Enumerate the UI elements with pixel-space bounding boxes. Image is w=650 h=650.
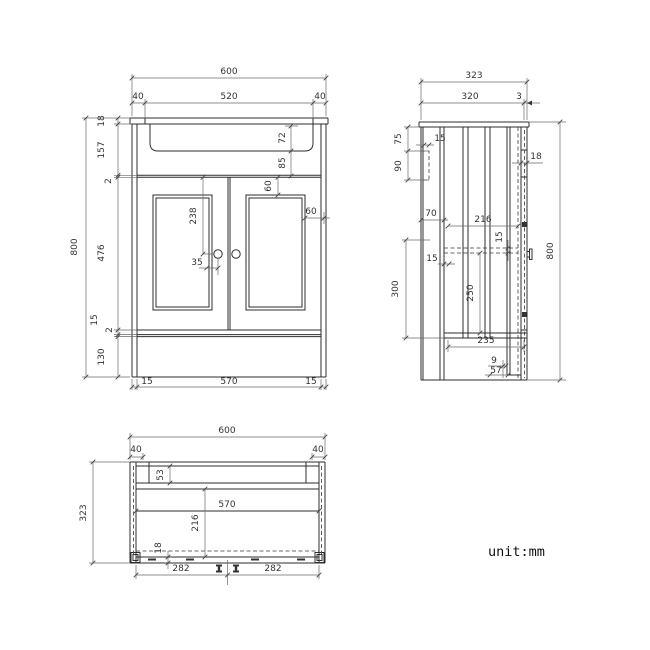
door-panels — [153, 195, 305, 310]
side-dim-hinge-plate: 15 — [434, 134, 446, 144]
front-dim-door-height: 476 — [97, 244, 107, 262]
front-dim-basin-to-door: 85 — [278, 157, 288, 169]
side-dim-shelf-depth: 216 — [474, 215, 492, 225]
unit-label: unit:mm — [488, 544, 545, 560]
front-dim-plinth-height: 130 — [97, 348, 107, 366]
plan-dim-right-corner: 40 — [312, 445, 324, 455]
front-dim-basin-width: 520 — [220, 92, 238, 102]
hinge-symbol-right — [233, 565, 239, 573]
side-dim-back-gap: 3 — [516, 92, 522, 102]
plan-dim-inner-depth: 216 — [191, 514, 201, 532]
side-dim-lower-height: 300 — [391, 280, 401, 298]
plan-dim-overall-depth: 323 — [79, 504, 89, 522]
front-view — [70, 67, 330, 390]
plan-dim-inner-width: 570 — [218, 500, 236, 510]
plan-dim-left-corner: 40 — [130, 445, 142, 455]
plan-dim-door-right: 282 — [264, 564, 282, 574]
plan-dim-front-rail: 18 — [154, 542, 164, 554]
side-dim-foot-depth: 57 — [490, 366, 502, 376]
plan-dim-overall-width: 600 — [218, 426, 236, 436]
front-body-lines — [130, 118, 328, 377]
front-dim-overall-width: 600 — [220, 67, 238, 77]
right-door-knob — [232, 250, 240, 258]
front-dim-top-thickness: 18 — [97, 115, 107, 127]
front-dim-panel-top-inset: 60 — [264, 180, 274, 192]
side-knob — [528, 249, 533, 260]
side-dim-plinth-depth: 235 — [477, 336, 495, 346]
side-dim-lines — [402, 78, 566, 380]
side-body-lines — [419, 122, 529, 380]
side-dim-leg-thickness: 15 — [426, 254, 438, 264]
front-dim-plinth-width: 570 — [220, 377, 238, 387]
front-dim-basin-depth: 72 — [278, 132, 288, 144]
front-dim-plinth-inset-left: 15 — [141, 377, 153, 387]
door-hinge-mark-bottom — [522, 312, 527, 317]
front-dim-ticks — [84, 76, 329, 390]
plan-dim-ticks — [91, 435, 328, 578]
side-dim-door-thickness: 18 — [530, 152, 542, 162]
side-dim-shelf-thickness: 15 — [495, 231, 505, 243]
back-gap-arrow — [527, 101, 532, 106]
side-dim-top-depth: 320 — [461, 92, 479, 102]
front-dim-handle-inset: 35 — [191, 258, 203, 268]
side-dim-overall-height: 800 — [546, 242, 556, 260]
front-dim-right-overhang: 40 — [314, 92, 326, 102]
plan-view — [79, 426, 327, 585]
front-dim-plinth-inset-right: 15 — [305, 377, 317, 387]
front-dim-lines — [82, 74, 330, 390]
plan-dim-door-left: 282 — [172, 564, 190, 574]
side-dim-shelf-to-bottom: 250 — [466, 284, 476, 302]
side-dim-foot-offset: 9 — [491, 356, 497, 366]
side-dim-hinge-top-offset: 75 — [394, 133, 404, 145]
left-door-knob — [214, 250, 222, 258]
front-dim-top-gap: 2 — [104, 178, 114, 184]
side-dim-hinge-height: 90 — [394, 160, 404, 172]
hinge-symbol-left — [216, 565, 222, 573]
plan-dim-back-rail: 53 — [156, 469, 166, 481]
front-dim-handle-drop: 238 — [189, 207, 199, 225]
door-hinge-mark-top — [522, 222, 527, 227]
front-dim-bottom-gap: 15 — [90, 314, 100, 326]
front-dim-bottom-gap2: 2 — [105, 327, 115, 333]
front-dim-upper-height: 157 — [97, 141, 107, 159]
front-dim-left-overhang: 40 — [132, 92, 144, 102]
side-dim-front-leg: 70 — [425, 209, 437, 219]
side-dim-overall-depth: 323 — [465, 71, 483, 81]
front-dim-panel-side-inset: 60 — [305, 207, 317, 217]
side-view — [391, 71, 566, 382]
front-dim-overall-height: 800 — [70, 238, 80, 256]
plan-dim-lines — [89, 433, 325, 585]
